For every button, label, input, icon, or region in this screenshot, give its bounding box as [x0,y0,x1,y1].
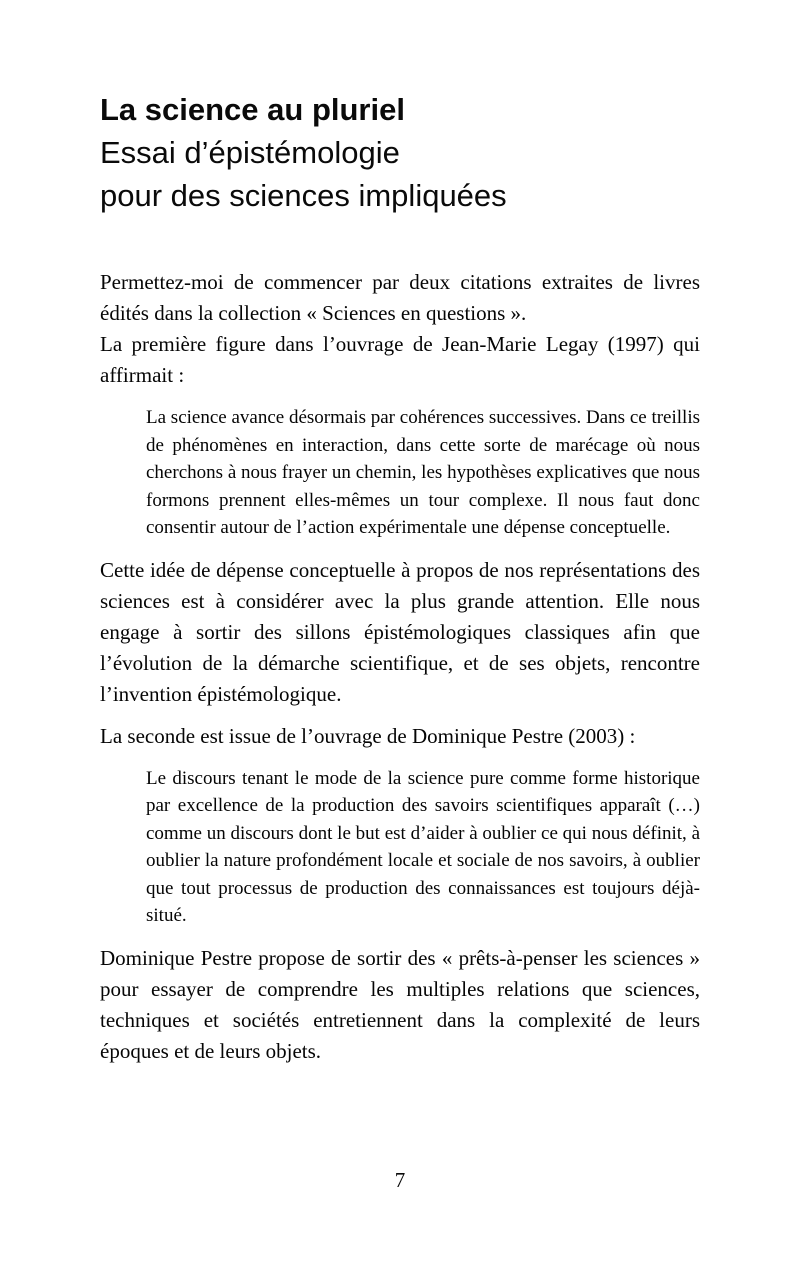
chapter-heading [100,88,700,217]
paragraph: Permettez-moi de commencer par deux citations extraites de livres édités dans la collection « Sciences en questions ». [100,270,700,325]
paragraph: La seconde est issue de l’ouvrage de Dominique Pestre (2003) : [100,723,636,748]
chapter-subtitle-line-1: Essai d’épistémologie [100,135,400,170]
paragraph: Dominique Pestre propose de sortir des « prêts-à-penser les sciences » pour essayer de comprendre les multiples relations que sciences, techniques et sociétés entretiennent dans la complexité de leurs époques et de leurs objets. [100,945,700,1063]
chapter-subtitle-line-2: pour des sciences impliquées [100,178,507,213]
blockquote-legay: La science avance désormais par cohérences successives. Dans ce treillis de phénomènes en interaction, dans cette sorte de marécage où nous cherchons à nous frayer un chemin, les hypothèses explicatives que nous formons prennent elles-mêmes un tour complexe. Il nous faut donc consentir autour de l’action expérimentale une dépense conceptuelle. [146,407,700,538]
body-text [100,267,700,1067]
paragraph: La première figure dans l’ouvrage de Jean-Marie Legay (1997) qui affirmait : [100,332,700,387]
blockquote-pestre: Le discours tenant le mode de la science pure comme forme historique par excellence de la production des savoirs scientifiques apparaît (…) comme un discours dont le but est d’aider à oublier ce qui nous définit, à oublier la nature profondément locale et sociale de nos savoirs, à oublier que tout processus de production des connaissances est toujours déjà-situé. [146,767,700,926]
paragraph: Cette idée de dépense conceptuelle à propos de nos représentations des sciences est à considérer avec la plus grande attention. Elle nous engage à sortir des sillons épistémologiques classiques afin que l’évolution de la démarche scientifique, et de ses objets, rencontre l’invention épistémologique. [100,557,700,706]
chapter-title: La science au pluriel [100,92,405,127]
page-number: 7 [394,1168,406,1192]
page-content [100,88,700,1078]
